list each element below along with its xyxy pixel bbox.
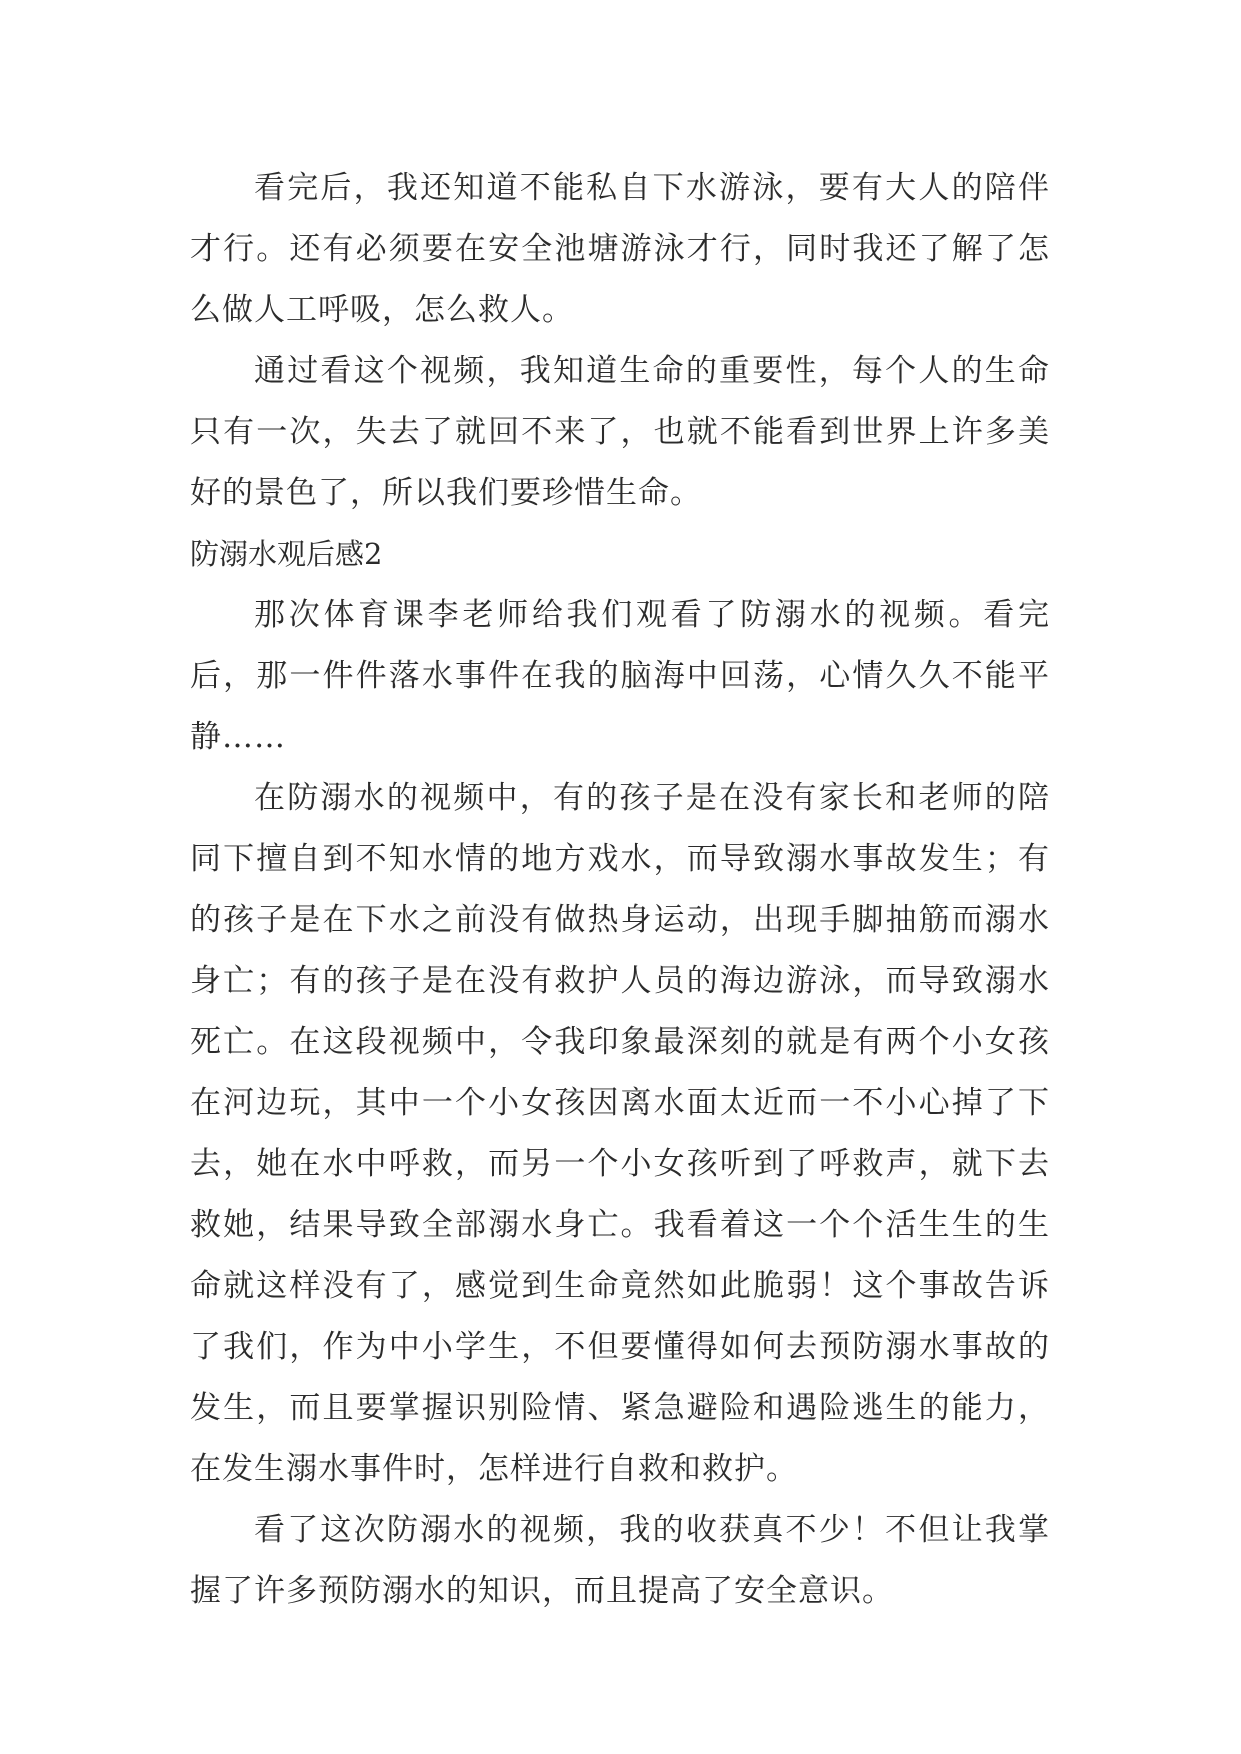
paragraph-video-cases: 在防溺水的视频中，有的孩子是在没有家长和老师的陪同下擅自到不知水情的地方戏水，而导致溺水事故发生；有的孩子是在下水之前没有做热身运动，出现手脚抽筋而溺水身亡；有的孩子是在没有救护人员的海边游泳，而导致溺水死亡。在这段视频中，令我印象最深刻的就是有两个小女孩在河边玩，其中一个小女孩因离水面太近而一不小心掉了下去，她在水中呼救，而另一个小女孩听到了呼救声，就下去救她，结果导致全部溺水身亡。我看着这一个个活生生的生命就这样没有了，感觉到生命竟然如此脆弱！这个事故告诉了我们，作为中小学生，不但要懂得如何去预防溺水事故的发生，而且要掌握识别险情、紧急避险和遇险逃生的能力，在发生溺水事件时，怎样进行自救和救护。 bbox=[190, 780, 1050, 1487]
paragraph-conclusion: 看了这次防溺水的视频，我的收获真不少！不但让我掌握了许多预防溺水的知识，而且提高了安全意识。 bbox=[190, 1512, 1050, 1609]
paragraph-value-of-life: 通过看这个视频，我知道生命的重要性，每个人的生命只有一次，失去了就回不来了，也就不能看到世界上许多美好的景色了，所以我们要珍惜生命。 bbox=[190, 353, 1050, 511]
document-page bbox=[190, 158, 1050, 1622]
section-heading: 防溺水观后感2 bbox=[190, 537, 383, 571]
paragraph-pe-class: 那次体育课李老师给我们观看了防溺水的视频。看完后，那一件件落水事件在我的脑海中回荡，心情久久不能平静…… bbox=[190, 597, 1050, 755]
paragraph-after-watching: 看完后，我还知道不能私自下水游泳，要有大人的陪伴才行。还有必须要在安全池塘游泳才行，同时我还了解了怎么做人工呼吸，怎么救人。 bbox=[190, 170, 1050, 328]
